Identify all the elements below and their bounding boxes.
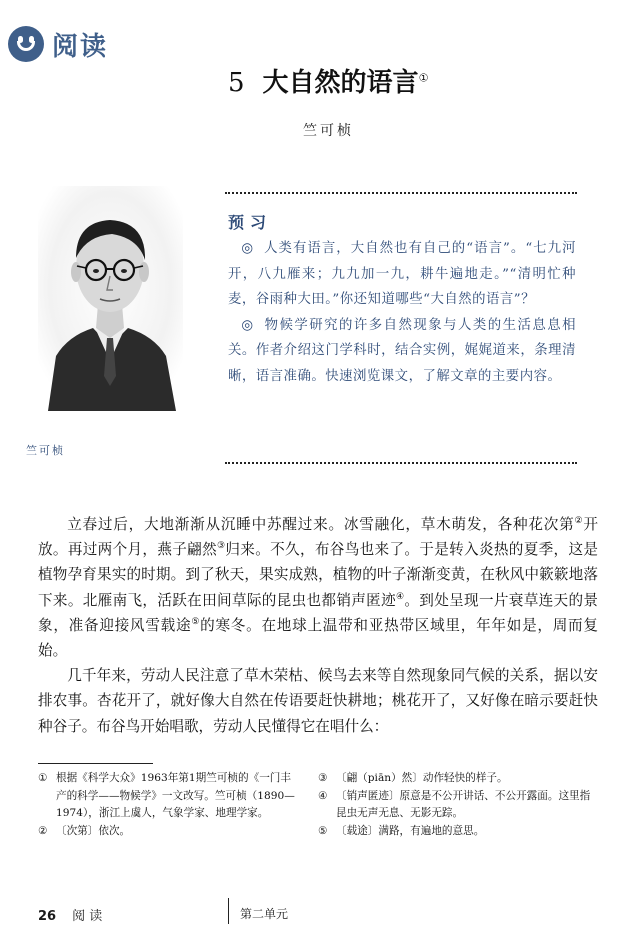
bullet-mark: ◎ <box>241 241 255 256</box>
smiley-face-icon <box>8 26 44 62</box>
footnote: ① 根据《科学大众》1963年第1期竺可桢的《一门丰产的科学——物候学》一文改写。竺可桢（1890—1974），浙江上虞人，气象学家、地理学家。 <box>38 772 295 819</box>
author-name: 竺可桢 <box>303 123 354 139</box>
body-paragraph: 几千年来，劳动人民注意了草木荣枯、候鸟去来等自然现象同气候的关系，据以安排农事。杏花开了，就好像大自然在传语要赶快耕地；桃花开了，又好像在暗示要赶快种谷子。布谷鸟开始唱歌，劳动人民懂得它在唱什么： <box>38 667 598 735</box>
author-portrait <box>38 186 183 411</box>
article-body <box>38 512 598 739</box>
lesson-note-mark: ① <box>418 71 429 85</box>
preview-text <box>228 236 576 389</box>
footer-unit: 第二单元 <box>240 907 289 921</box>
footnote: ⑤ 〔载途〕满路，有遍地的意思。 <box>318 824 485 837</box>
footer-section: 阅 读 <box>72 909 103 924</box>
preview-paragraph: ◎ 物候学研究的许多自然现象与人类的生活息息相关。作者介绍这门学科时，结合实例，娓娓道来，条理清晰，语言准确。快速浏览课文，了解文章的主要内容。 <box>228 317 576 384</box>
section-header <box>8 22 108 66</box>
lesson-title <box>228 62 428 99</box>
footnote-rule <box>38 763 153 764</box>
footnote: ② 〔次第〕依次。 <box>38 824 131 837</box>
footnote-ref[interactable]: ⑤ <box>191 616 201 627</box>
portrait-caption: 竺可桢 <box>26 444 65 457</box>
footnotes-right <box>318 770 600 840</box>
footnotes-left <box>38 770 298 840</box>
lesson-title-text: 大自然的语言 <box>262 68 419 98</box>
section-title: 阅读 <box>52 31 109 62</box>
preview-bottom-divider <box>225 462 577 464</box>
body-paragraph: 立春过后，大地渐渐从沉睡中苏醒过来。冰雪融化，草木萌发，各种花次第②开放。再过两个月，燕子翩然③归来。不久，布谷鸟也来了。于是转入炎热的夏季，这是植物孕育果实的时期。到了秋天，果实成熟，植物的叶子渐渐变黄，在秋风中簌簌地落下来。北雁南飞，活跃在田间草际的昆虫也都销声匿迹④。到处呈现一片衰草连天的景象，准备迎接风雪载途⑤的寒冬。在地球上温带和亚热带区域里，年年如是，周而复始。 <box>38 516 598 660</box>
footnote: ③ 〔翩（piān）然〕动作轻快的样子。 <box>318 772 508 784</box>
footer-divider <box>228 898 229 924</box>
preview-top-divider <box>225 192 577 194</box>
bullet-mark: ◎ <box>241 317 255 333</box>
footnote-ref[interactable]: ② <box>574 516 584 527</box>
page-footer <box>38 905 102 924</box>
preview-title: 预习 <box>228 213 273 232</box>
preview-paragraph: ◎ 人类有语言，大自然也有自己的“语言”。“七九河开，八九雁来；九九加一九，耕牛遍地走。”“清明忙种麦，谷雨种大田。”你还知道哪些“大自然的语言”？ <box>228 241 576 307</box>
footnote-ref[interactable]: ③ <box>217 541 226 552</box>
lesson-number: 5 <box>228 68 245 98</box>
page-number: 26 <box>38 909 57 924</box>
footnote: ④ 〔销声匿迹〕原意是不公开讲话、不公开露面。这里指昆虫无声无息、无影无踪。 <box>318 789 591 819</box>
footnote-ref[interactable]: ④ <box>396 591 405 602</box>
